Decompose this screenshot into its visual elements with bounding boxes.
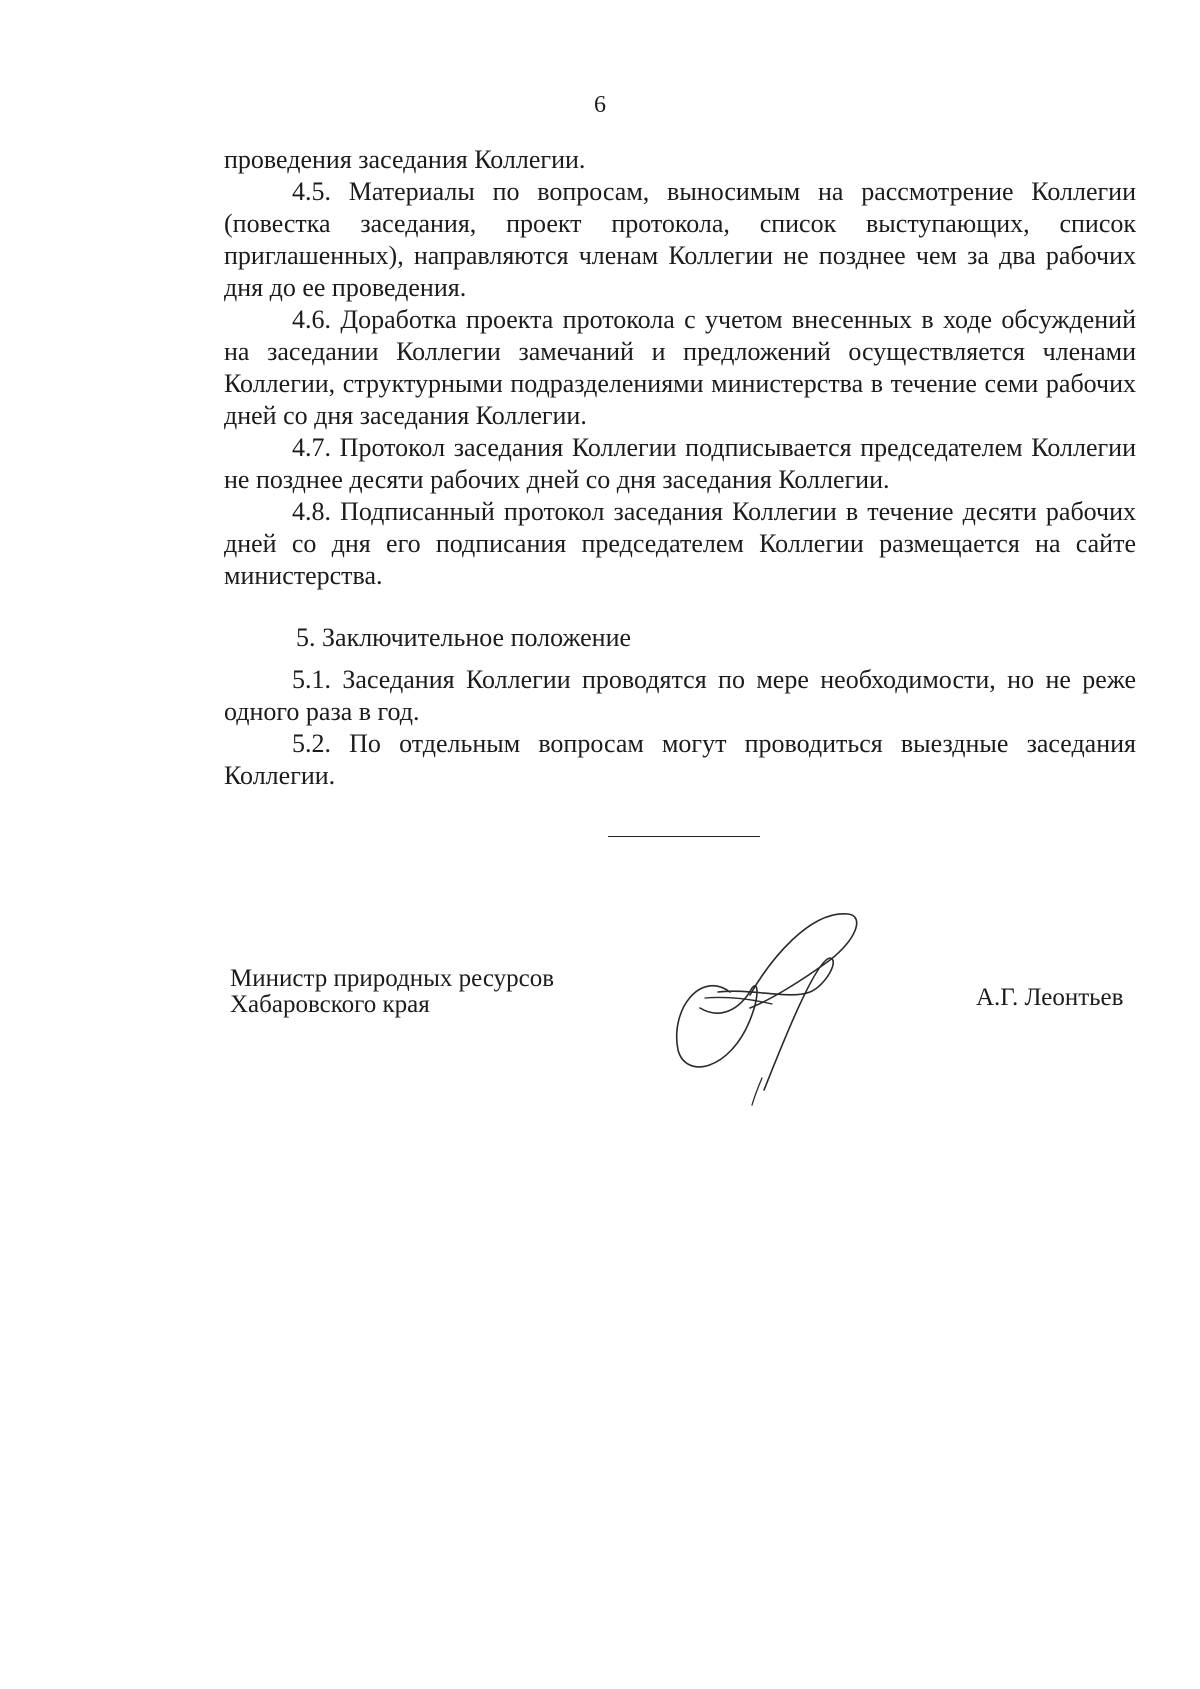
paragraph-5-1: 5.1. Заседания Коллегии проводятся по мере необходимости, но не реже одного раза в год. [224, 665, 1136, 726]
signer-title-line1: Министр природных ресурсов [230, 965, 555, 992]
separator-line [608, 836, 760, 837]
paragraph-5-2: 5.2. По отдельным вопросам могут проводиться выездные заседания Коллегии. [224, 729, 1136, 790]
paragraph-4-8: 4.8. Подписанный протокол заседания Коллегии в течение десяти рабочих дней со дня его подписания председателем Коллегии размещается на сайте министерства. [224, 497, 1136, 590]
paragraph-4-5: 4.5. Материалы по вопросам, выносимым на рассмотрение Коллегии (повестка заседания, проект протокола, список выступающих, список приглашенных), направляются членам Коллегии не позднее чем за два рабочих дня до ее проведения. [224, 177, 1136, 302]
signer-title [230, 966, 554, 1018]
paragraph-4-6: 4.6. Доработка проекта протокола с учетом внесенных в ходе обсуждений на заседании Коллегии замечаний и предложений осуществляется членами Коллегии, структурными подразделениями министерства в течение семи рабочих дней со дня заседания Коллегии. [224, 305, 1136, 430]
paragraph-continuation: проведения заседания Коллегии. [224, 145, 586, 174]
signer-name: А.Г. Леонтьев [976, 984, 1124, 1011]
section-heading: 5. Заключительное положение [296, 623, 632, 652]
signer-title-line2: Хабаровского края [230, 991, 430, 1018]
handwritten-signature [660, 900, 900, 1120]
page-number: 6 [594, 92, 606, 118]
document-body [224, 144, 1136, 792]
paragraph-4-7: 4.7. Протокол заседания Коллегии подписывается председателем Коллегии не позднее десяти рабочих дней со дня заседания Коллегии. [224, 433, 1136, 494]
